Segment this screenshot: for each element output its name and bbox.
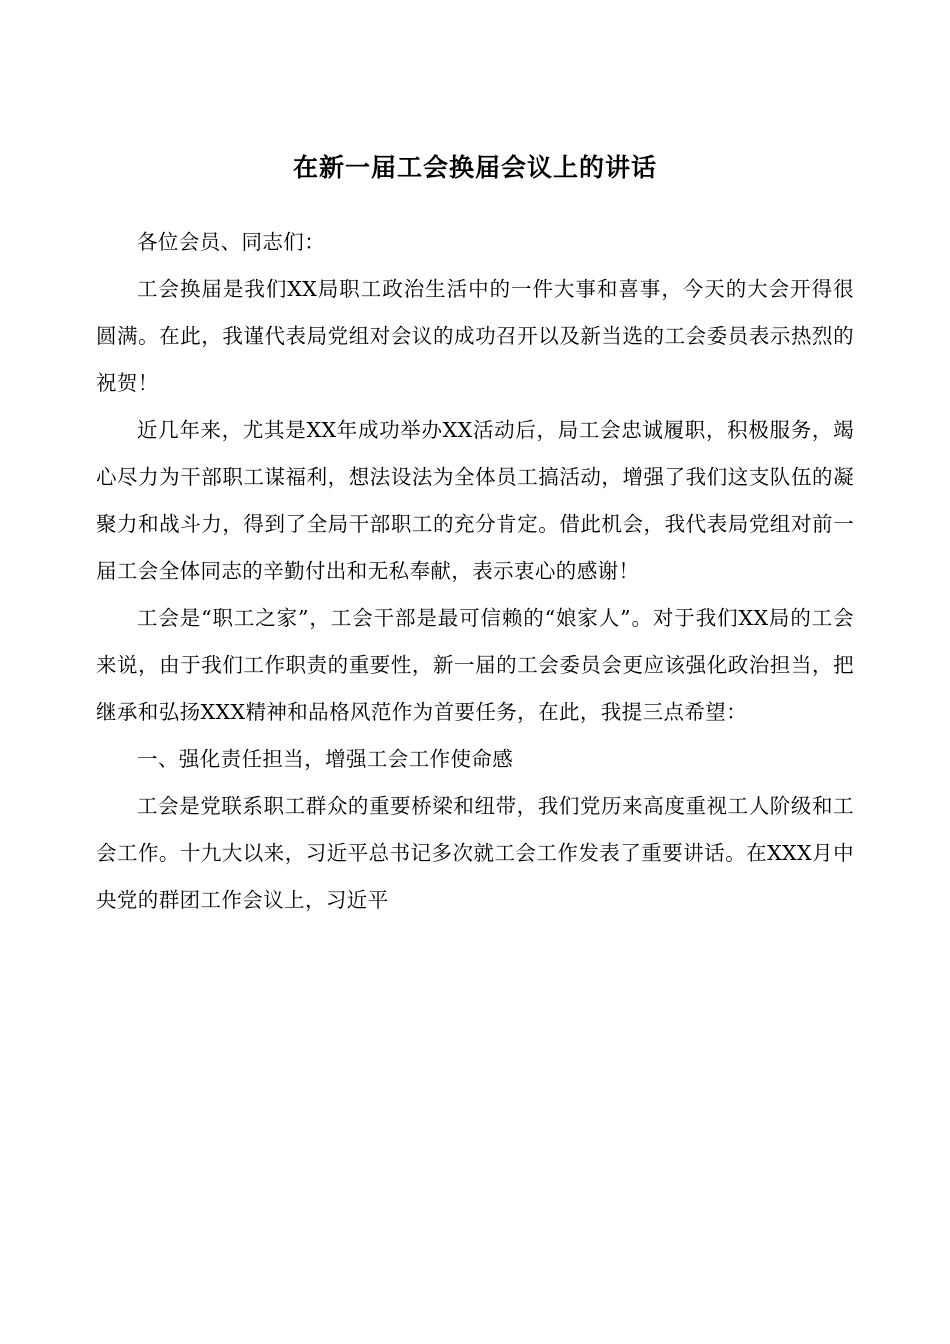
paragraph-body-4: 工会是党联系职工群众的重要桥梁和纽带，我们党历来高度重视工人阶级和工会工作。十九大以来，习近平总书记多次就工会工作发表了重要讲话。在XXX月中央党的群团工作会议上，习近平 <box>96 794 854 912</box>
paragraph-body-3: 工会是“职工之家”，工会干部是最可信赖的“娘家人”。对于我们XX局的工会来说，由于我们工作职责的重要性，新一届的工会委员会更应该强化政治担当，把继承和弘扬XXX精神和品格风范作为首要任务，在此，我提三点希望： <box>96 606 854 724</box>
paragraph-salutation: 各位会员、同志们： <box>137 230 326 254</box>
paragraph-body-2: 近几年来，尤其是XX年成功举办XX活动后，局工会忠诚履职，积极服务，竭心尽力为干部职工谋福利，想法设法为全体员工搞活动，增强了我们这支队伍的凝聚力和战斗力，得到了全局干部职工的充分肯定。借此机会，我代表局党组对前一届工会全体同志的辛勤付出和无私奉献，表示衷心的感谢！ <box>96 418 854 583</box>
page-title: 在新一届工会换届会议上的讲话 <box>292 153 657 182</box>
paragraph-body-1: 工会换届是我们XX局职工政治生活中的一件大事和喜事，今天的大会开得很圆满。在此，我谨代表局党组对会议的成功召开以及新当选的工会委员表示热烈的祝贺！ <box>96 277 854 395</box>
paragraph-section-heading-1: 一、强化责任担当，增强工会工作使命感 <box>137 747 514 771</box>
